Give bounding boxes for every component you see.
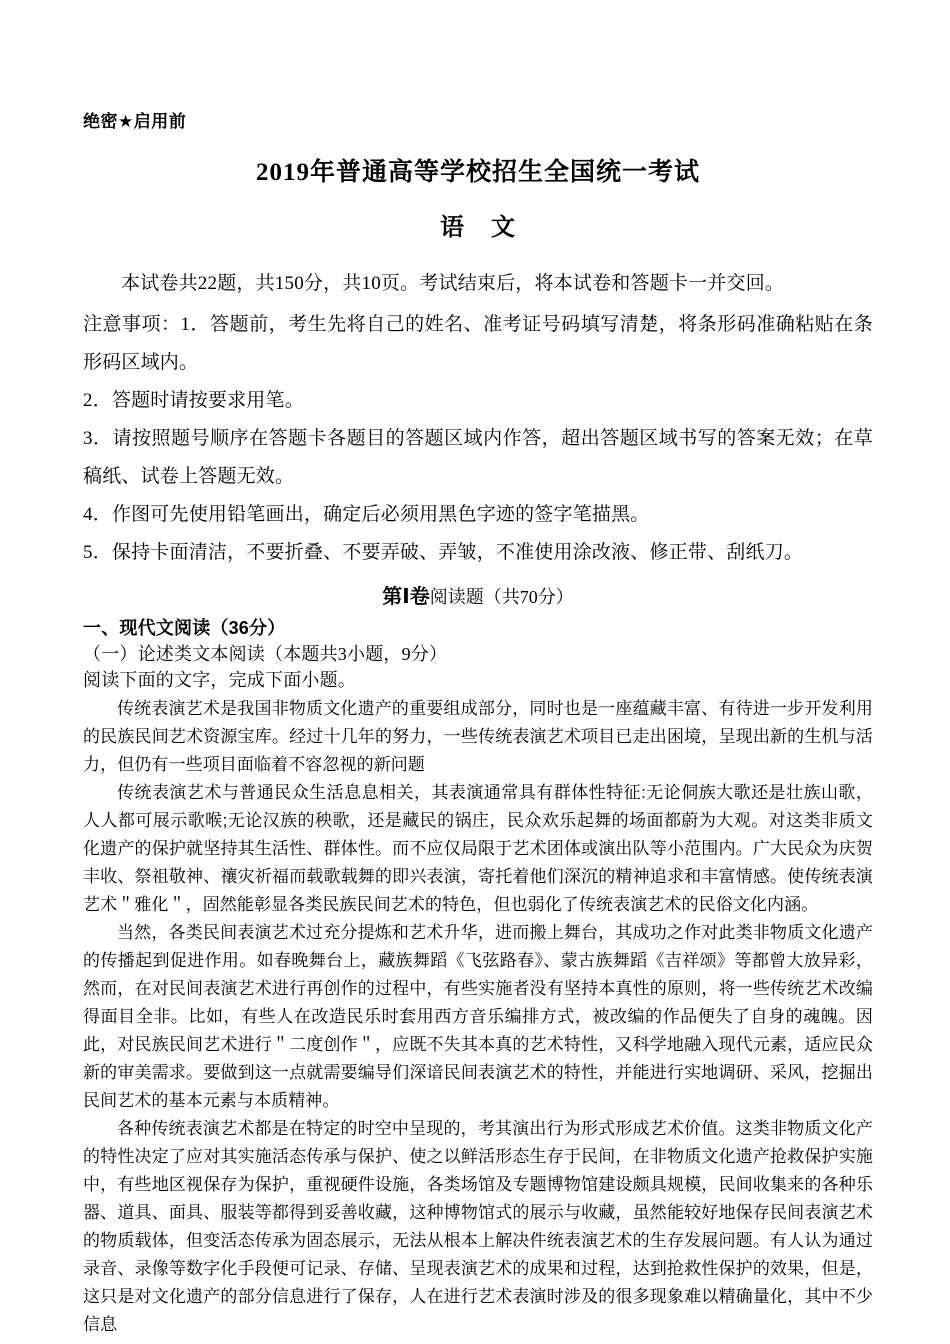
secret-mark: 绝密★启用前 [83,112,187,131]
instruction-item-2: 2．答题时请按要求用笔。 [83,390,304,411]
lead-instruction: 本试卷共22题，共150分，共10页。考试结束后，将本试卷和答题卡一并交回。 [121,273,785,294]
subsection-heading-argumentative: （一）论述类文本阅读（本题共3小题，9分） [83,644,448,664]
passage-paragraph-1: 传统表演艺术是我国非物质文化遗产的重要组成部分，同时也是一座蕴藏丰富、有待进一步开发利用的民族民间艺术资源宝库。经过十几年的努力，一些传统表演艺术项目已走出困境，呈现出新的生机与活力，但仍有一些项目面临着不容忽视的新问题 [83,699,873,774]
page-content [83,110,873,1339]
page-title: 2019年普通高等学校招生全国统一考试 [255,159,700,186]
subject-title-first-char: 语 [440,215,465,241]
subject-title [83,212,873,244]
instruction-item-1: 注意事项：1．答题前，考生先将自己的姓名、准考证号码填写清楚，将条形码准确粘贴在条形码区域内。 [83,314,873,373]
volume-heading [83,582,873,613]
reading-instruction: 阅读下面的文字，完成下面小题。 [83,670,356,690]
section-heading-modern-reading: 一、现代文阅读（36分） [83,618,286,638]
instruction-item-4: 4．作图可先使用铅笔画出，确定后必须用黑色字迹的签字笔描黑。 [83,504,650,525]
instruction-item-5: 5．保持卡面清洁，不要折叠、不要弄破、弄皱，不准使用涂改液、修正带、刮纸刀。 [83,542,804,563]
passage-paragraph-4: 各种传统表演艺术都是在特定的时空中呈现的，考其演出行为形式形成艺术价值。这类非物质文化产的特性决定了应对其实施活态传承与保护、使之以鲜活形态生存于民间，在非物质文化遗产抢救保护实施中，有些地区视保存为保护，重视硬件设施，各类场馆及专题博物馆建设颇具规模，民间收集来的各种乐器、道具、面具、服装等都得到妥善收藏，这种博物馆式的展示与收藏，虽然能较好地保存民间表演艺术的物质载体，但变活态传承为固态展示，无法从根本上解决件统表演艺术的生存发展问题。有人认为通过录音、录像等数字化手段便可记录、存储、呈现表演艺术的成果和过程，达到抢救性保护的效果，但是，这只是对文化遗产的部分信息进行了保存，人在进行艺术表演时涉及的很多现象难以精确量化，其中不少信息 [83,1119,873,1334]
subject-title-second-char: 文 [491,215,516,241]
volume-heading-detail: 阅读题（共70分） [429,587,574,607]
volume-heading-label: 第Ⅰ卷 [382,586,430,608]
passage-paragraph-2: 传统表演艺术与普通民众生活息息相关，其表演通常具有群体性特征:无论侗族大歌还是壮族山歌，人人都可展示歌喉;无论汉族的秧歌，还是藏民的锅庄，民众欢乐起舞的场面都蔚为大观。对这类非质文化遗产的保护就坚持其生活性、群体性。而不应仅局限于艺术团体或演出队等小范围内。广大民众为庆贺丰收、祭祖敬神、禳灾祈福而载歌载舞的即兴表演，寄托着他们深沉的精神追求和丰富情感。使传统表演艺术＂雅化＂，固然能彰显各类民族民间艺术的特色，但也弱化了传统表演艺术的民俗文化内涵。 [83,783,873,914]
instruction-item-3: 3．请按照题号顺序在答题卡各题目的答题区域内作答，超出答题区域书写的答案无效；在草稿纸、试卷上答题无效。 [83,428,873,487]
passage-paragraph-3: 当然，各类民间表演艺术过充分提炼和艺术升华，进而搬上舞台，其成功之作对此类非物质文化遗产的传播起到促进作用。如春晚舞台上，藏族舞蹈《飞弦路春》、蒙古族舞蹈《吉祥颂》等都曾大放异彩，然而，在对民间表演艺术进行再创作的过程中，有些实施者没有坚持本真性的原则，将一些传统艺术改编得面目全非。比如，有些人在改造民乐时套用西方音乐编排方式，被改编的作品便失了自身的魂魄。因此，对民族民间艺术进行＂二度创作＂，应既不失其本真的艺术特性，又科学地融入现代元素，适应民众新的审美需求。要做到这一点就需要编导们深谙民间表演艺术的特性，并能进行实地调研、采风，挖掘出民间艺术的基本元素与本质精神。 [83,923,873,1110]
